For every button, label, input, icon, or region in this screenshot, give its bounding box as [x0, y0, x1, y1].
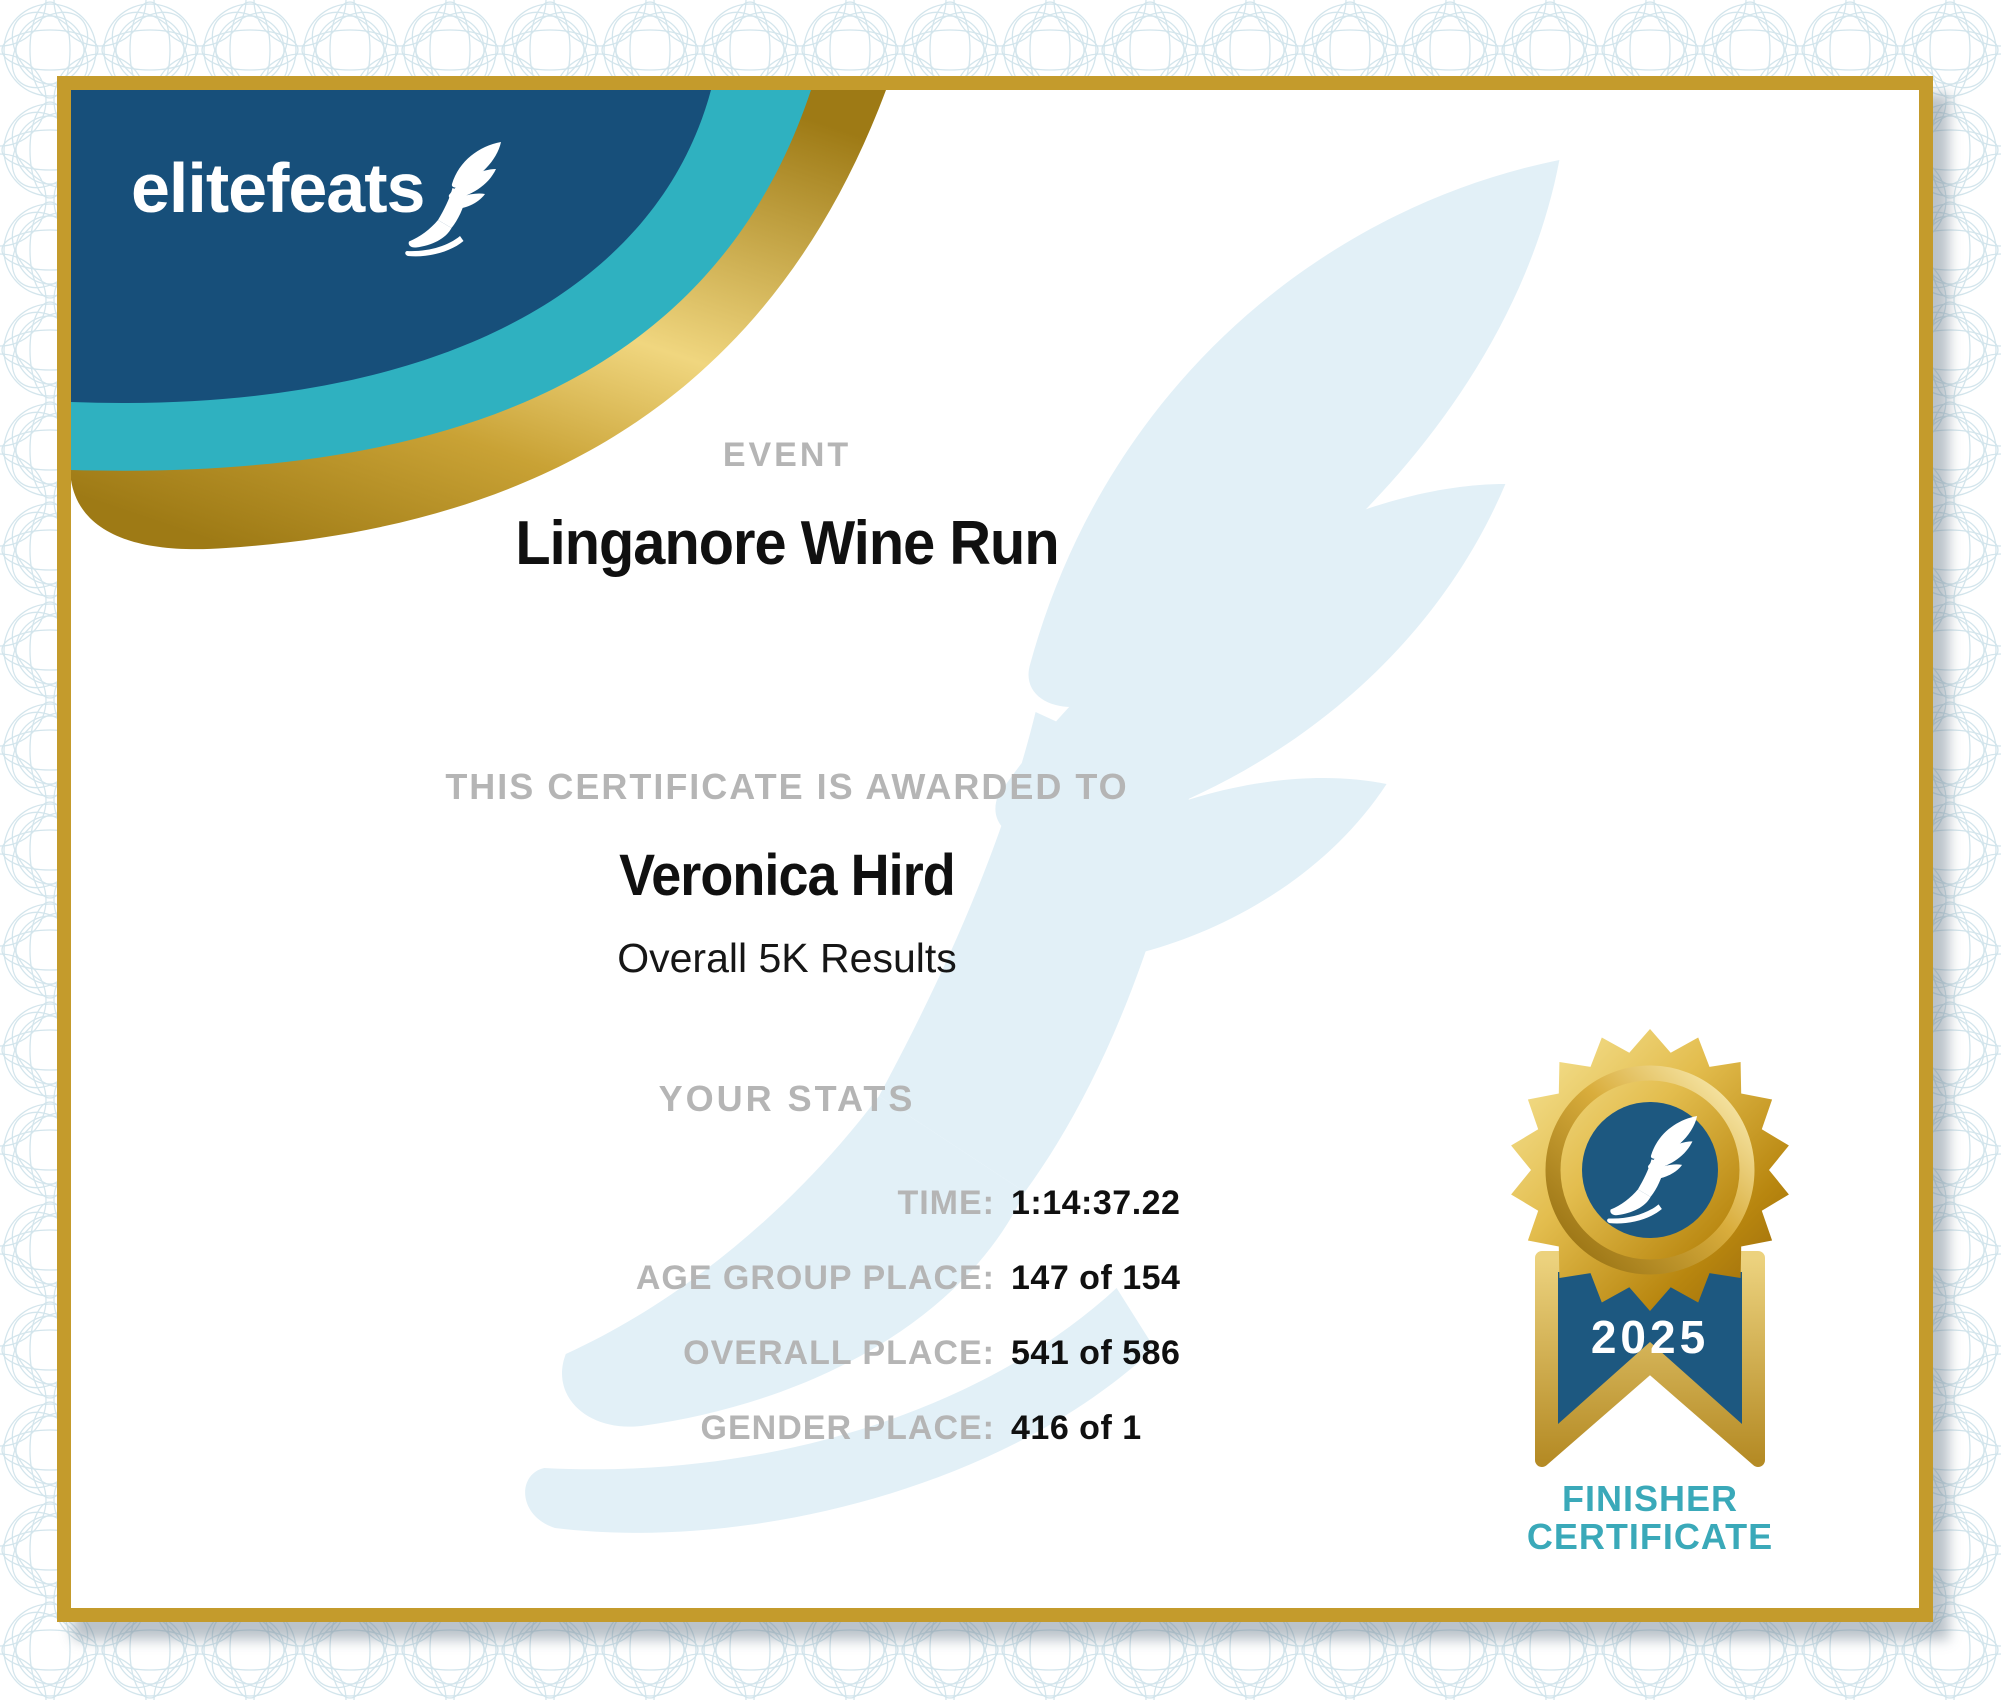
recipient-name: Veronica Hird	[619, 843, 955, 908]
brand-logo-text: elitefeats	[131, 149, 425, 227]
finisher-medal-badge	[1500, 1020, 1800, 1490]
stats-heading: YOUR STATS	[658, 1078, 916, 1119]
stat-value: 147 of 154	[1011, 1259, 1181, 1297]
certificate-frame	[57, 76, 1933, 1622]
event-label: EVENT	[722, 436, 852, 474]
event-name: Linganore Wine Run	[515, 509, 1059, 578]
stat-value: 416 of 1	[1011, 1409, 1142, 1447]
ribbon-year: 2025	[1590, 1311, 1710, 1363]
result-category: Overall 5K Results	[617, 935, 957, 981]
awarded-to-label: THIS CERTIFICATE IS AWARDED TO	[445, 766, 1129, 807]
stat-label: TIME:	[897, 1184, 995, 1222]
stat-value: 541 of 586	[1011, 1334, 1181, 1372]
stat-value: 1:14:37.22	[1011, 1184, 1181, 1222]
stat-label: OVERALL PLACE:	[683, 1334, 995, 1372]
winged-foot-icon	[403, 142, 503, 257]
finisher-label: FINISHER	[1561, 1478, 1738, 1519]
stat-label: GENDER PLACE:	[700, 1409, 995, 1447]
stat-label: AGE GROUP PLACE:	[635, 1259, 995, 1297]
certificate-label: CERTIFICATE	[1526, 1516, 1774, 1557]
